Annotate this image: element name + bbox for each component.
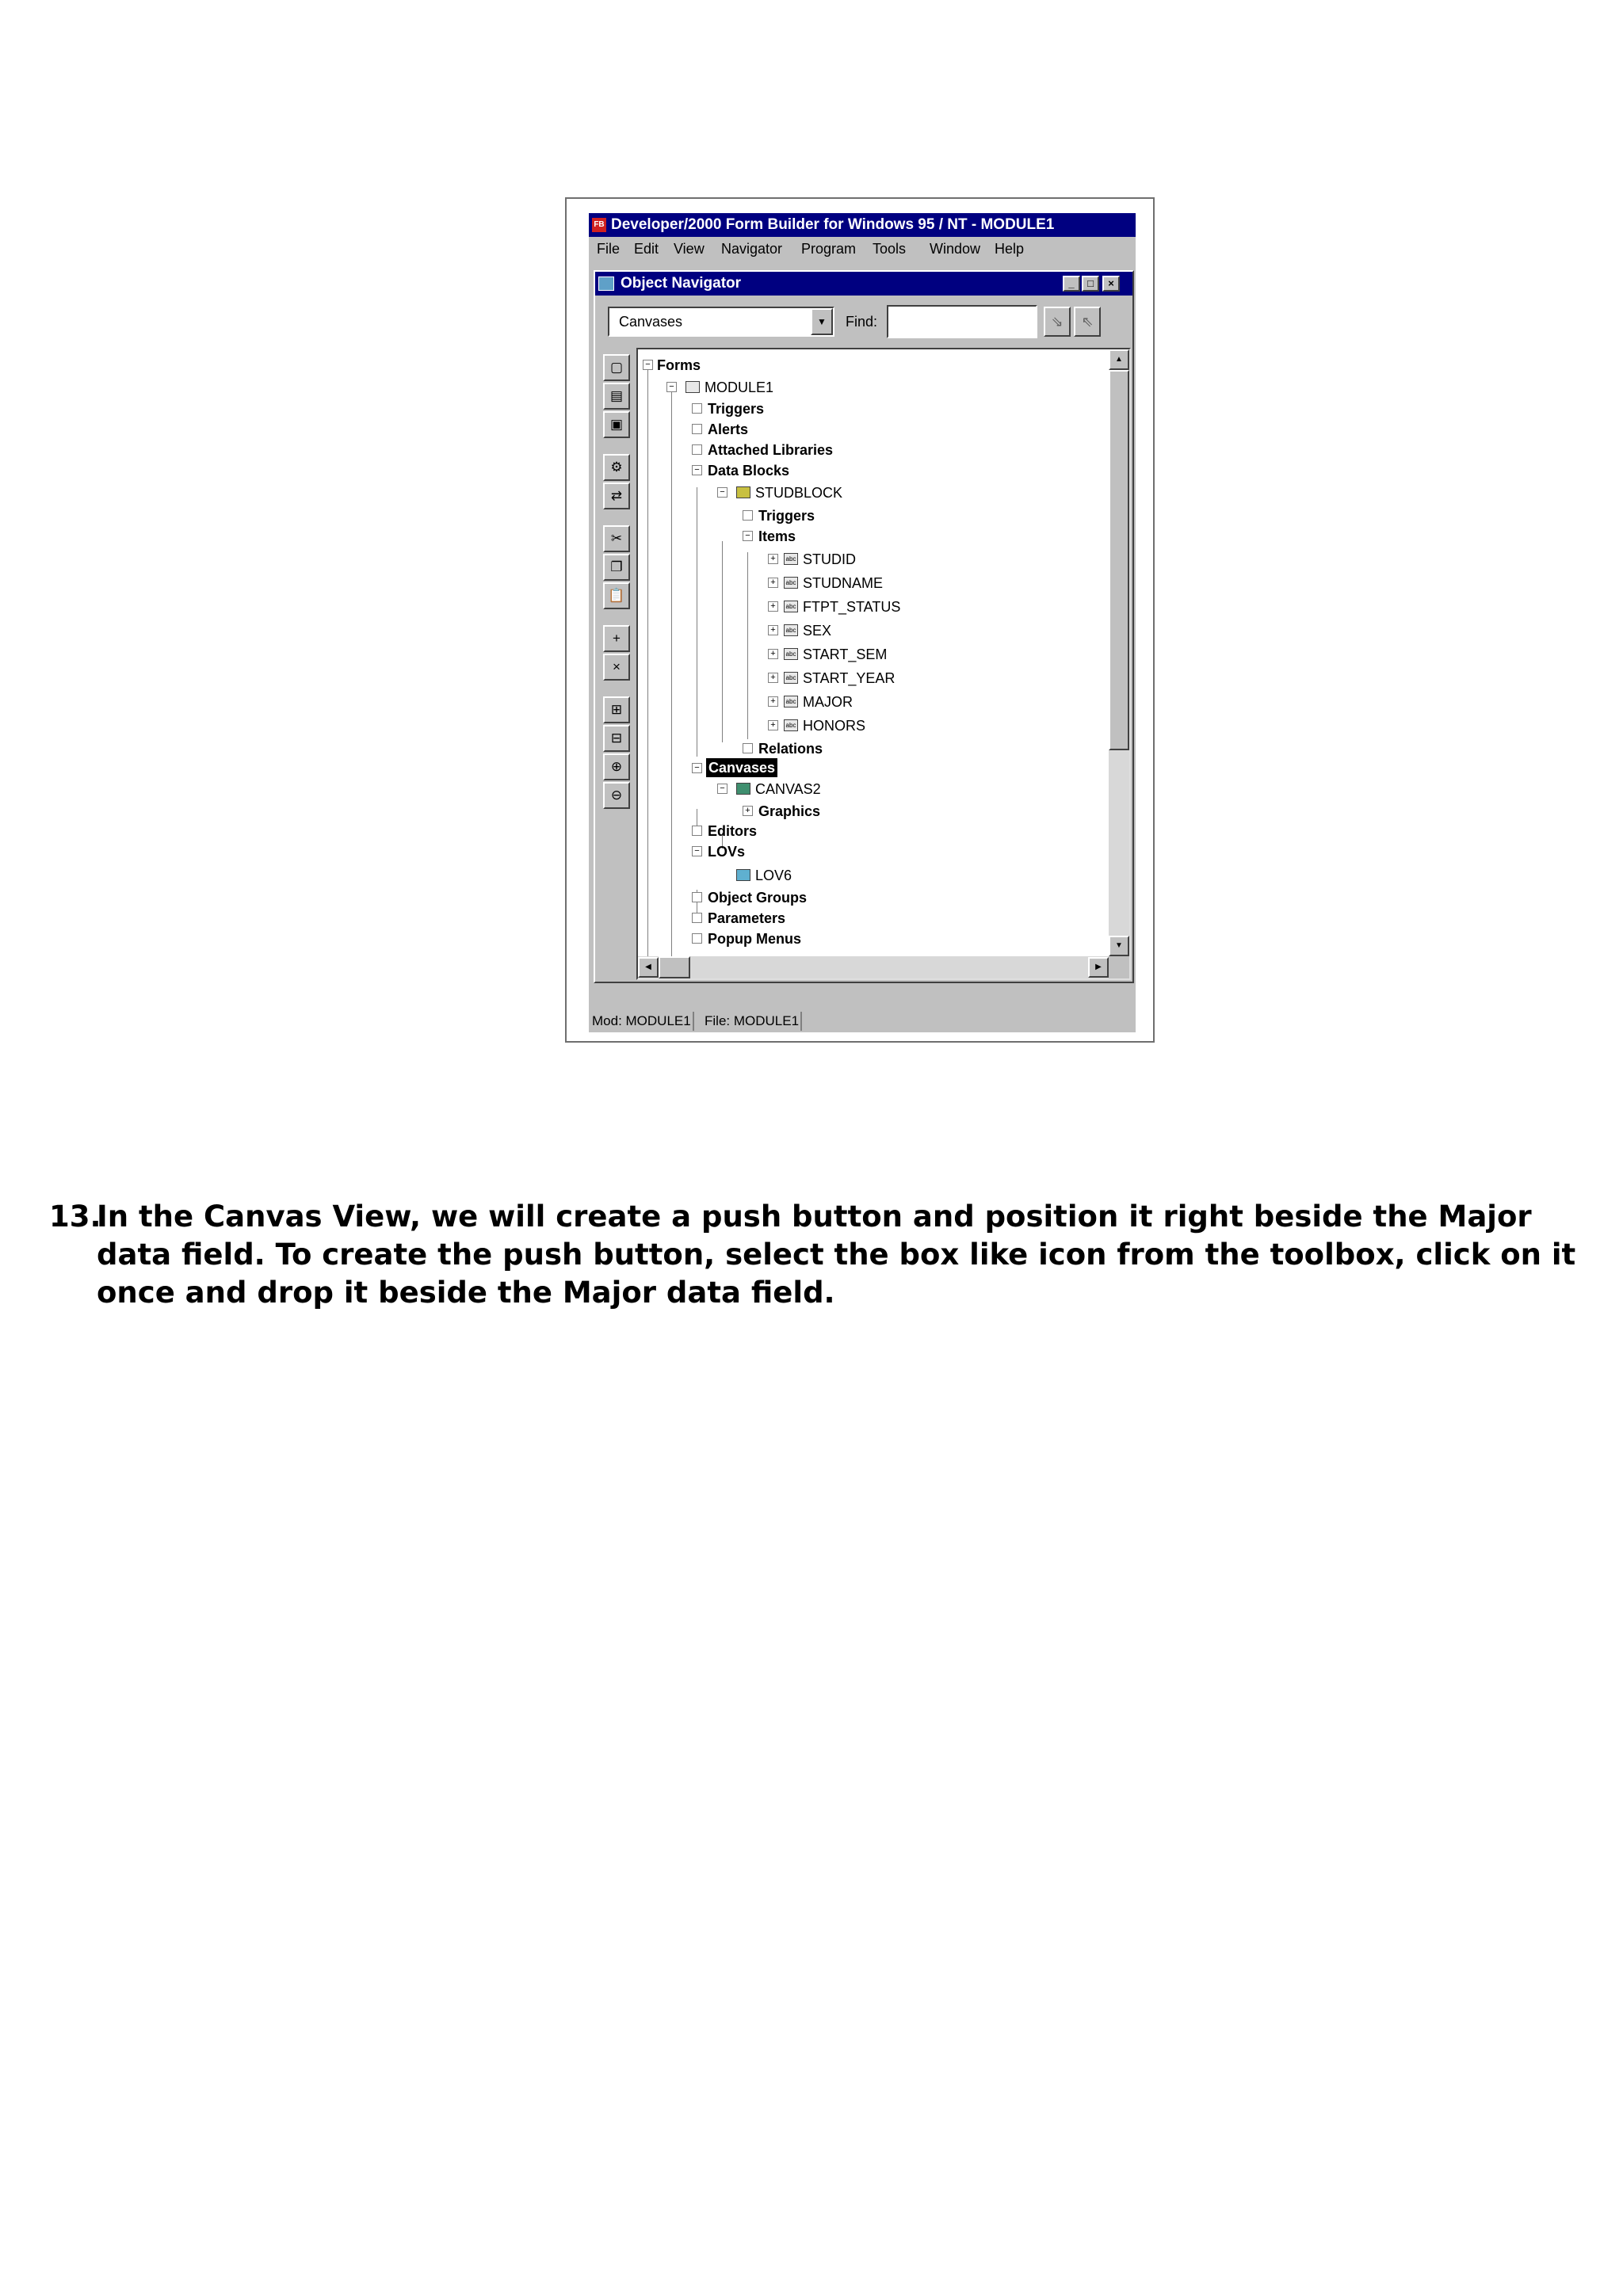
dropdown-arrow-icon[interactable]: ▼ — [811, 308, 833, 335]
form-module-icon — [685, 381, 700, 393]
close-button[interactable]: × — [1102, 276, 1120, 292]
form-builder-window — [589, 213, 1136, 1032]
expand-toggle-icon[interactable]: + — [768, 720, 778, 730]
text-item-icon: abc — [784, 648, 798, 660]
status-bar — [589, 1009, 1136, 1032]
app-title-bar[interactable] — [589, 213, 1136, 237]
collapse-toggle-icon[interactable]: − — [717, 784, 727, 794]
tree-node-item-start-year[interactable]: START_YEAR — [803, 670, 896, 686]
screenshot-frame — [565, 197, 1155, 1043]
collapse-toggle-icon[interactable]: − — [643, 360, 653, 370]
form-builder-app-icon: FB — [592, 218, 606, 232]
menu-edit[interactable]: Edit — [634, 241, 659, 257]
text-item-icon: abc — [784, 601, 798, 612]
collapse-all-icon[interactable]: ⊖ — [603, 782, 630, 809]
object-navigator-title-bar[interactable] — [595, 272, 1132, 296]
collapse-icon[interactable]: ⊟ — [603, 725, 630, 752]
text-item-icon: abc — [784, 553, 798, 565]
collapse-toggle-icon[interactable]: − — [717, 487, 727, 498]
tree-node-canvases[interactable]: Canvases — [706, 758, 777, 777]
empty-node-icon[interactable] — [692, 444, 702, 455]
expand-icon[interactable]: ⊞ — [603, 696, 630, 723]
open-icon[interactable]: ▤ — [603, 383, 630, 410]
tree-node-relations[interactable]: Relations — [758, 741, 823, 757]
paste-icon[interactable]: 📋 — [603, 582, 630, 609]
horizontal-scrollbar[interactable] — [638, 956, 1109, 978]
text-item-icon: abc — [784, 624, 798, 636]
tree-node-lov6[interactable]: LOV6 — [755, 868, 792, 883]
delete-icon[interactable]: × — [603, 654, 630, 681]
expand-toggle-icon[interactable]: + — [768, 673, 778, 683]
empty-node-icon[interactable] — [692, 933, 702, 944]
empty-node-icon[interactable] — [692, 892, 702, 902]
object-type-dropdown[interactable] — [608, 307, 834, 337]
text-item-icon: abc — [784, 672, 798, 684]
empty-node-icon[interactable] — [692, 424, 702, 434]
object-navigator-window — [594, 270, 1134, 983]
tree-node-popup-menus[interactable]: Popup Menus — [708, 931, 801, 947]
menu-bar — [589, 237, 1136, 261]
menu-file[interactable]: File — [597, 241, 621, 257]
tree-node-item-sex[interactable]: SEX — [803, 623, 832, 639]
empty-node-icon[interactable] — [692, 403, 702, 414]
horizontal-scroll-thumb[interactable] — [659, 956, 690, 978]
expand-toggle-icon[interactable]: + — [768, 601, 778, 612]
object-navigator-title: Object Navigator — [621, 275, 742, 292]
tree-node-editors[interactable]: Editors — [708, 823, 758, 839]
scroll-down-icon[interactable]: ▼ — [1109, 936, 1129, 956]
tree-node-block-triggers[interactable]: Triggers — [758, 508, 815, 524]
tree-node-canvas2[interactable]: CANVAS2 — [755, 781, 821, 797]
app-title: Developer/2000 Form Builder for Windows 95 / NT - MODULE1 — [611, 216, 1055, 233]
empty-node-icon[interactable] — [743, 743, 753, 753]
scroll-right-icon[interactable]: ▶ — [1088, 957, 1109, 978]
cut-icon[interactable]: ✂ — [603, 525, 630, 552]
tree-node-lovs[interactable]: LOVs — [708, 844, 746, 860]
lov-icon — [736, 869, 750, 881]
tree-node-items[interactable]: Items — [758, 528, 796, 544]
navigator-window-icon — [598, 277, 614, 291]
canvas-icon — [736, 783, 750, 795]
tree-node-item-studname[interactable]: STUDNAME — [803, 575, 884, 591]
tree-node-graphics[interactable]: Graphics — [758, 803, 821, 819]
step-number: 13. — [49, 1199, 101, 1234]
expand-toggle-icon[interactable]: + — [768, 649, 778, 659]
tree-node-item-start-sem[interactable]: START_SEM — [803, 646, 888, 662]
new-icon[interactable]: ▢ — [603, 354, 630, 381]
menu-navigator[interactable]: Navigator — [721, 241, 783, 257]
copy-icon[interactable]: ❐ — [603, 554, 630, 581]
tree-node-item-honors[interactable]: HONORS — [803, 718, 866, 734]
empty-node-icon[interactable] — [692, 826, 702, 836]
tree-node-data-blocks[interactable]: Data Blocks — [708, 463, 790, 479]
tree-node-object-groups[interactable]: Object Groups — [708, 890, 808, 906]
menu-window[interactable]: Window — [930, 241, 981, 257]
minimize-button[interactable]: _ — [1063, 276, 1080, 292]
status-module: Mod: MODULE1 — [590, 1012, 694, 1031]
scroll-left-icon[interactable]: ◀ — [638, 957, 659, 978]
find-label: Find: — [846, 314, 878, 330]
data-block-icon — [736, 486, 750, 498]
object-type-dropdown-value: Canvases — [619, 314, 683, 330]
vertical-scroll-thumb[interactable] — [1109, 370, 1129, 750]
instruction-step — [49, 1198, 1602, 1312]
text-item-icon: abc — [784, 577, 798, 589]
text-item-icon: abc — [784, 719, 798, 731]
vertical-scrollbar[interactable] — [1109, 349, 1129, 956]
expand-all-icon[interactable]: ⊕ — [603, 753, 630, 780]
tree-node-studblock[interactable]: STUDBLOCK — [755, 485, 843, 501]
menu-view[interactable]: View — [674, 241, 705, 257]
expand-toggle-icon[interactable]: + — [768, 696, 778, 707]
status-file: File: MODULE1 — [703, 1012, 802, 1031]
create-icon[interactable]: + — [603, 625, 630, 652]
expand-toggle-icon[interactable]: + — [743, 806, 753, 816]
find-backward-icon[interactable]: ⇖ — [1074, 307, 1101, 337]
tree-node-triggers[interactable]: Triggers — [708, 401, 765, 417]
empty-node-icon[interactable] — [692, 913, 702, 923]
menu-tools[interactable]: Tools — [873, 241, 907, 257]
menu-help[interactable]: Help — [995, 241, 1025, 257]
expand-toggle-icon[interactable]: + — [768, 578, 778, 588]
tree-node-forms[interactable]: Forms — [657, 357, 701, 373]
tree-node-item-studid[interactable]: STUDID — [803, 551, 856, 567]
collapse-toggle-icon[interactable]: − — [743, 531, 753, 541]
tree-node-module1[interactable]: MODULE1 — [705, 379, 774, 395]
collapse-toggle-icon[interactable]: − — [666, 382, 677, 392]
object-tree[interactable] — [636, 348, 1131, 980]
text-item-icon: abc — [784, 696, 798, 707]
save-icon[interactable]: ▣ — [603, 411, 630, 438]
tree-node-alerts[interactable]: Alerts — [708, 421, 749, 437]
find-forward-icon[interactable]: ⇘ — [1044, 307, 1071, 337]
collapse-toggle-icon[interactable]: − — [692, 763, 702, 773]
menu-program[interactable]: Program — [801, 241, 857, 257]
empty-node-icon[interactable] — [743, 510, 753, 521]
scroll-up-icon[interactable]: ▲ — [1109, 349, 1129, 370]
expand-toggle-icon[interactable]: + — [768, 554, 778, 564]
tree-node-item-major[interactable]: MAJOR — [803, 694, 853, 710]
debug-icon[interactable]: ⇄ — [603, 482, 630, 509]
run-icon[interactable]: ⚙ — [603, 454, 630, 481]
tree-node-item-ftpt-status[interactable]: FTPT_STATUS — [803, 599, 901, 615]
tree-node-parameters[interactable]: Parameters — [708, 910, 786, 926]
tree-node-attached-libraries[interactable]: Attached Libraries — [708, 442, 834, 458]
collapse-toggle-icon[interactable]: − — [692, 846, 702, 856]
collapse-toggle-icon[interactable]: − — [692, 465, 702, 475]
expand-toggle-icon[interactable]: + — [768, 625, 778, 635]
step-text: In the Canvas View, we will create a push button and position it right beside the Major data field. To create the push button, select the box like icon from the toolbox, click on it once and drop it beside the Major data field. — [97, 1199, 1576, 1310]
find-input[interactable] — [887, 305, 1037, 338]
scrollbar-corner — [1109, 956, 1129, 978]
maximize-button[interactable]: □ — [1082, 276, 1099, 292]
